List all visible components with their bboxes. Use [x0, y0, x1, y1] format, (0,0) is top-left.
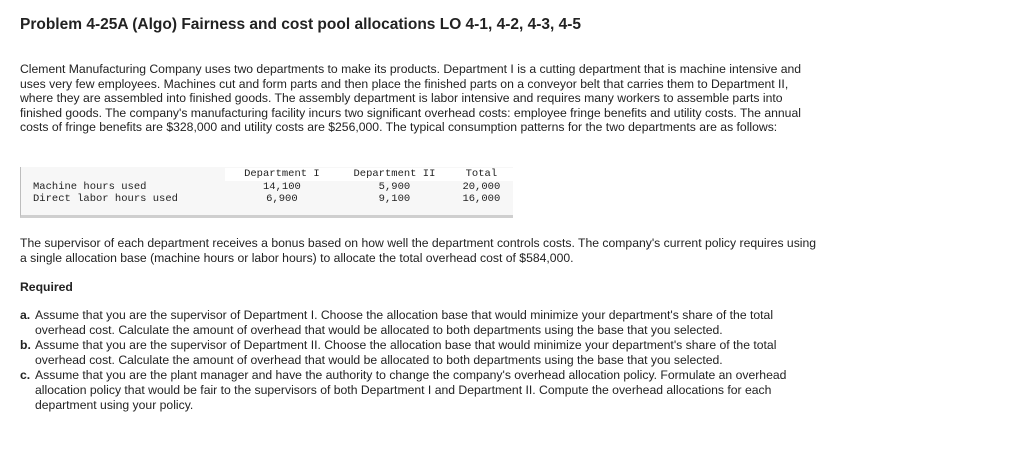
- cell-dept1: 6,900: [266, 193, 298, 205]
- table-row: [21, 193, 513, 206]
- requirements-list: [20, 308, 820, 413]
- cell-total: 20,000: [462, 180, 501, 193]
- cell-total: 16,000: [462, 193, 501, 205]
- table-header-dept1: Department I: [225, 168, 339, 181]
- table-header-row: [21, 168, 513, 181]
- table-header-dept2: Department II: [339, 168, 450, 181]
- intro-paragraph: Clement Manufacturing Company uses two departments to make its products. Department I is a cutting department that is machine intensive and uses very few employees. Machines cut and form parts and then place the finished parts on a conveyor belt that carries them to Department II, where they are assembled into finished goods. The assembly department is labor intensive and requires many workers to assemble parts into finished goods. The company's manufacturing facility incurs two significant overhead costs: employee fringe benefits and utility costs. The annual costs of fringe benefits are $328,000 and utility costs are $256,000. The typical consumption patterns for the two departments are as follows:: [20, 62, 802, 135]
- list-item: [20, 368, 820, 412]
- requirement-text: Assume that you are the supervisor of Department II. Choose the allocation base that would minimize your department's share of the total overhead cost. Calculate the amount of overhead that would be allocated to both departments using the base that you selected.: [35, 338, 777, 367]
- requirement-text: Assume that you are the plant manager and have the authority to change the company's overhead allocation policy. Formulate an overhead allocation policy that would be fair to the supervisors of both Department I and Department II. Compute the overhead allocations for each department using your policy.: [35, 368, 787, 412]
- required-heading: Required: [20, 280, 73, 294]
- requirement-text: Assume that you are the supervisor of Department I. Choose the allocation base that would minimize your department's share of the total overhead cost. Calculate the amount of overhead that would be allocated to both departments using the base that you selected.: [35, 308, 774, 337]
- consumption-table: [21, 168, 513, 206]
- bonus-policy-paragraph: The supervisor of each department receives a bonus based on how well the department controls costs. The company's current policy requires using a single allocation base (machine hours or labor hours) to allocate the total overhead cost of $584,000.: [20, 236, 817, 265]
- requirement-letter: a.: [20, 308, 31, 322]
- table-header-blank: [21, 168, 225, 181]
- problem-title: Problem 4-25A (Algo) Fairness and cost pool allocations LO 4-1, 4-2, 4-3, 4-5: [20, 16, 582, 33]
- list-item: [20, 338, 820, 367]
- cell-dept2: 5,900: [378, 180, 411, 193]
- table-row: [21, 181, 513, 194]
- requirement-letter: c.: [20, 368, 31, 383]
- consumption-table-container: [20, 167, 513, 218]
- table-header-total: Total: [450, 168, 513, 181]
- row-label: Machine hours used: [33, 180, 147, 193]
- cell-dept1: 14,100: [262, 180, 301, 193]
- requirement-letter: b.: [20, 338, 31, 353]
- row-label: Direct labor hours used: [33, 193, 178, 205]
- list-item: [20, 308, 820, 337]
- cell-dept2: 9,100: [378, 193, 411, 205]
